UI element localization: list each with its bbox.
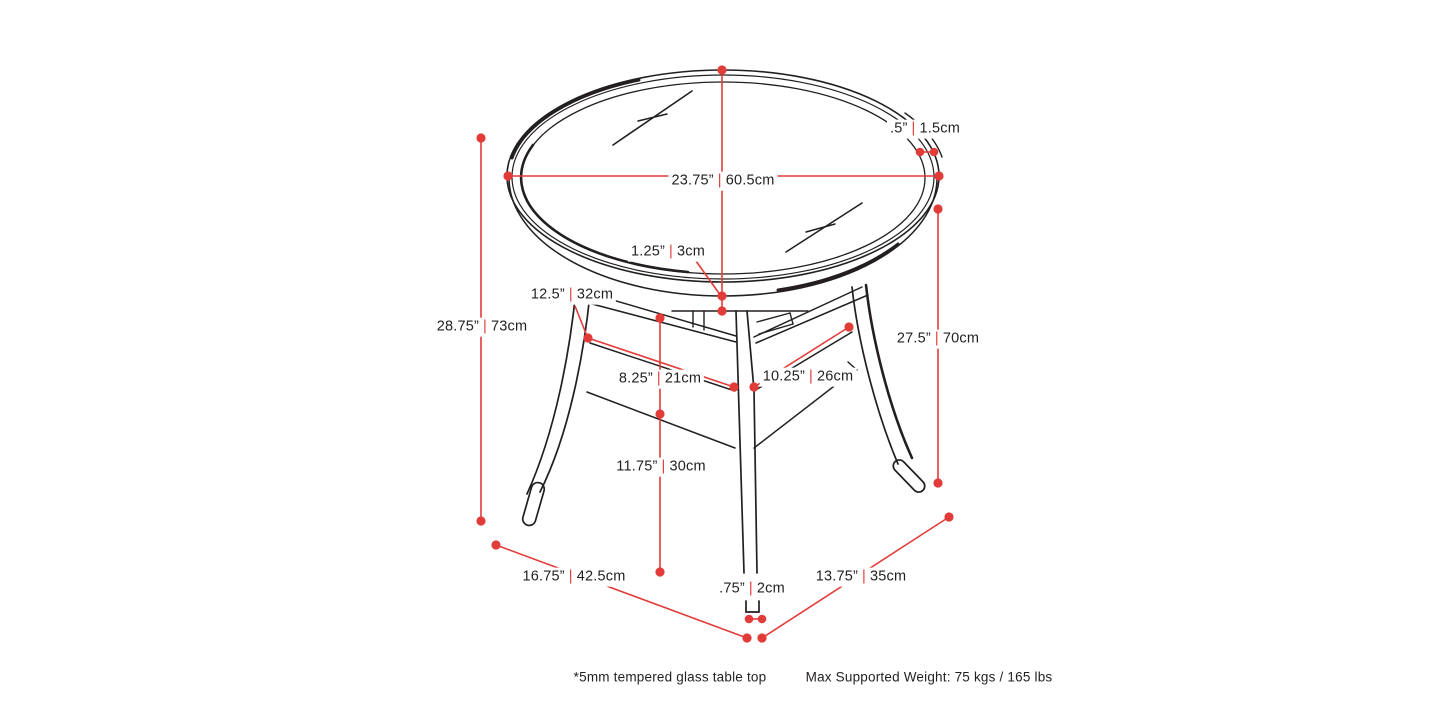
dim-inches: 10.25” xyxy=(762,368,806,385)
dim-dot xyxy=(933,204,942,213)
dim-dot xyxy=(476,516,485,525)
dim-label-foot-width xyxy=(716,580,788,599)
dim-inches: 23.75” xyxy=(671,172,714,189)
dim-dot xyxy=(717,291,726,300)
dim-separator: | xyxy=(661,458,666,475)
dim-cm: 42.5cm xyxy=(576,568,626,585)
dim-separator: | xyxy=(483,318,488,335)
max-weight-footnote: Max Supported Weight: 75 kgs / 165 lbs xyxy=(805,669,1053,685)
dim-dot xyxy=(944,512,953,521)
dim-inches: 27.5” xyxy=(896,330,931,347)
dim-inches: .5” xyxy=(890,120,908,137)
dim-dot xyxy=(844,322,853,331)
center-foot-bracket xyxy=(746,601,759,612)
dimension-dots xyxy=(476,65,953,642)
dim-dot xyxy=(655,567,664,576)
hub-right-rail-a xyxy=(757,313,790,322)
dim-separator: | xyxy=(568,286,573,303)
dim-dot xyxy=(729,382,738,391)
dim-cm: 21cm xyxy=(664,370,702,387)
dim-dot xyxy=(745,615,754,624)
dim-cm: 70cm xyxy=(942,330,980,347)
dim-separator: | xyxy=(717,172,722,189)
right-leg-inner xyxy=(852,287,898,464)
dim-separator: | xyxy=(656,370,661,387)
dim-label-footprint-right xyxy=(813,568,910,587)
dim-dot xyxy=(916,148,925,157)
dim-label-brace-left xyxy=(616,370,704,389)
glass-reflection-lower-short xyxy=(806,224,835,232)
glass-reflection-upper-short xyxy=(638,114,667,121)
dim-inches: .75” xyxy=(719,580,745,597)
dim-cm: 1.5cm xyxy=(919,120,960,137)
dim-inches: 13.75” xyxy=(815,568,859,585)
dim-label-apron-depth xyxy=(528,286,616,305)
dim-inches: 8.25” xyxy=(618,370,653,387)
rim-underside xyxy=(509,178,937,296)
dim-label-rim-lip xyxy=(887,120,963,139)
dim-dot xyxy=(933,478,942,487)
center-leg-right-edge xyxy=(747,311,757,573)
dim-separator: | xyxy=(911,120,916,137)
center-leg-left-edge xyxy=(736,311,744,573)
right-leg-outer xyxy=(866,285,912,458)
dim-dot xyxy=(742,633,751,642)
dim-separator: | xyxy=(809,368,814,385)
dim-inches: 16.75” xyxy=(522,568,565,585)
dim-dot xyxy=(930,148,939,157)
dim-dot xyxy=(583,333,592,342)
dim-dot xyxy=(491,540,500,549)
brace-upper-left-b xyxy=(577,300,736,342)
dim-separator: | xyxy=(568,568,573,585)
dim-cm: 2cm xyxy=(756,580,785,597)
dim-dot xyxy=(757,633,766,642)
right-foot-cap xyxy=(891,457,927,494)
dim-dot xyxy=(476,133,485,142)
dim-cm: 60.5cm xyxy=(725,172,775,189)
left-leg-outer xyxy=(527,290,576,494)
dim-dot xyxy=(749,382,758,391)
dim-label-diameter xyxy=(668,172,777,191)
dim-cm: 30cm xyxy=(669,458,706,475)
dim-cm: 35cm xyxy=(870,568,907,585)
dim-separator: | xyxy=(934,330,939,347)
dim-inches: 11.75” xyxy=(616,458,658,475)
dim-inches: 1.25” xyxy=(630,243,666,260)
dim-dot xyxy=(934,171,943,180)
dim-cm: 26cm xyxy=(817,368,854,385)
dim-cm: 32cm xyxy=(576,286,614,303)
dim-line-footprint-left xyxy=(496,545,747,638)
dim-inches: 12.5” xyxy=(530,286,565,303)
dim-dot xyxy=(717,65,726,74)
dim-cm: 3cm xyxy=(677,243,706,260)
dim-separator: | xyxy=(748,580,753,597)
dim-label-footprint-left xyxy=(519,568,628,587)
dim-dot xyxy=(655,313,664,322)
dim-separator: | xyxy=(669,243,674,260)
brace-upper-right-b xyxy=(756,295,868,343)
dim-cm: 73cm xyxy=(491,318,528,335)
dim-separator: | xyxy=(862,568,867,585)
dim-label-glass-rim-height xyxy=(628,243,708,262)
glass-footnote: *5mm tempered glass table top xyxy=(573,669,767,685)
dim-dot xyxy=(758,615,767,624)
panel-left-bottom-edge xyxy=(587,392,735,448)
dim-label-underside-clearance xyxy=(894,330,982,349)
dim-label-overall-height xyxy=(434,318,531,337)
dim-label-leg-inner-span xyxy=(613,458,708,477)
legs xyxy=(521,285,927,612)
dim-dot xyxy=(503,171,512,180)
dim-dot xyxy=(717,306,726,315)
dim-label-brace-right xyxy=(760,368,857,387)
dim-inches: 28.75” xyxy=(436,318,480,335)
dim-leader-apron xyxy=(575,306,587,336)
dim-dot xyxy=(655,409,664,418)
